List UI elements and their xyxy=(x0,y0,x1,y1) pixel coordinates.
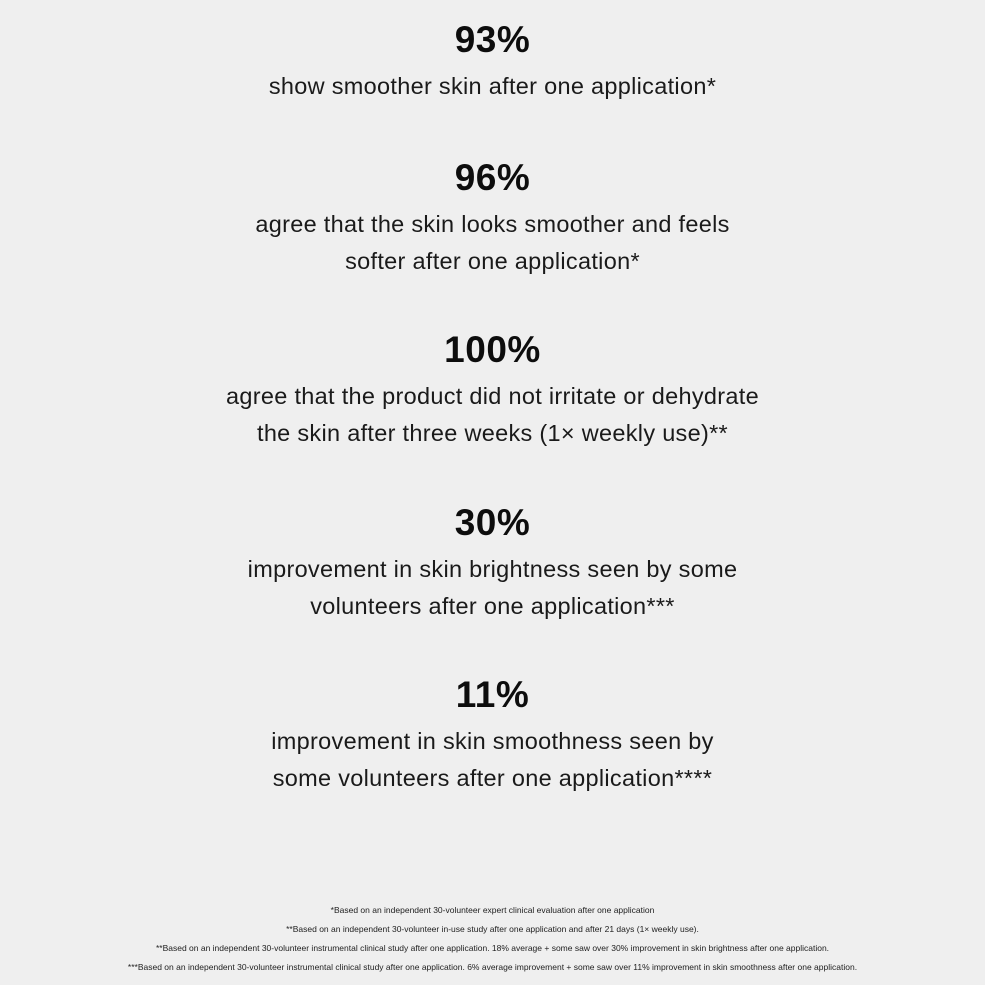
stat-description xyxy=(0,206,985,280)
stat-description-line: the skin after three weeks (1× weekly use)** xyxy=(256,420,728,446)
stat-description-line: show smoother skin after one application* xyxy=(268,73,717,99)
stat-description-line: improvement in skin smoothness seen by xyxy=(271,728,714,754)
footnote: **Based on an independent 30-volunteer instrumental clinical study after one application. 18% average + some saw over 30% improvement in skin brightness after one application. xyxy=(155,943,830,953)
stat-value: 93% xyxy=(454,19,531,60)
stat-description-line: agree that the skin looks smoother and feels xyxy=(255,211,730,237)
stat-block-looks-smoother xyxy=(0,156,985,280)
stat-value: 11% xyxy=(455,674,530,715)
stat-value: 96% xyxy=(454,157,531,198)
stat-description xyxy=(0,378,985,452)
stat-value: 30% xyxy=(454,502,531,543)
stat-description xyxy=(0,551,985,625)
footnote: *Based on an independent 30-volunteer expert clinical evaluation after one application xyxy=(330,905,655,915)
stat-block-brightness xyxy=(0,501,985,625)
stat-description-line: softer after one application* xyxy=(345,248,640,274)
stat-description-line: volunteers after one application*** xyxy=(310,593,675,619)
footnotes xyxy=(0,901,985,977)
footnote: **Based on an independent 30-volunteer in-use study after one application and after 21 days (1× weekly use). xyxy=(286,924,699,934)
stat-block-smoother-skin xyxy=(0,18,985,105)
stat-description xyxy=(0,68,985,105)
stat-block-no-irritation xyxy=(0,328,985,452)
stat-description-line: improvement in skin brightness seen by some xyxy=(247,556,738,582)
footnote: ***Based on an independent 30-volunteer instrumental clinical study after one application. 6% average improvement + some saw over 11% improvement in skin smoothness after one application. xyxy=(127,962,858,972)
stat-value: 100% xyxy=(444,329,541,370)
stat-block-smoothness xyxy=(0,673,985,797)
stat-description xyxy=(0,723,985,797)
stat-description-line: agree that the product did not irritate or dehydrate xyxy=(226,383,759,409)
stat-description-line: some volunteers after one application**** xyxy=(272,765,713,791)
